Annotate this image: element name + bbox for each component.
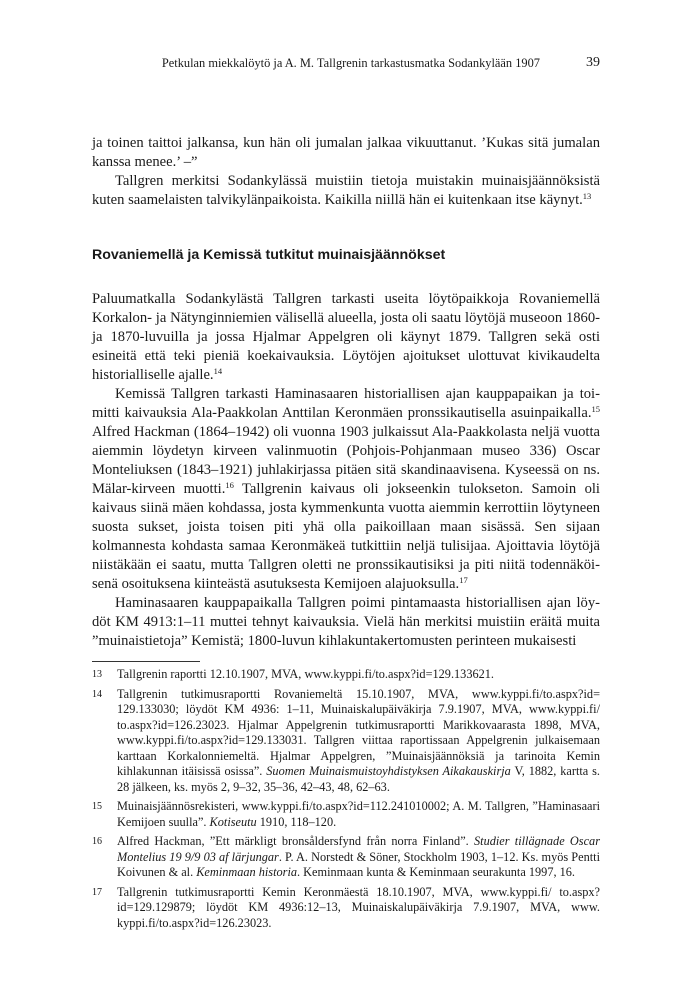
footnote-rule: [92, 661, 200, 662]
paragraph: [92, 172, 600, 210]
footnote-ref: 13: [582, 191, 592, 201]
paragraph: [92, 134, 600, 172]
footnote-text: 1910, 118–120.: [256, 814, 337, 829]
footnote-number: 15: [92, 801, 102, 812]
footnote-italic: Kotiseutu: [209, 814, 257, 829]
footnote-italic: Studier tillägnade Oscar Montelius 19 9/9 03 af lärjungar: [117, 834, 600, 864]
footnote: [92, 885, 600, 932]
footnote-text: Muinaisjäännösrekisteri, www.kyppi.fi/to.aspx?id=112.241010002; A. M. Tallgren, ”Haminasaari Kemijoen suulla”.: [117, 799, 600, 829]
footnote-text: Alfred Hackman, ”Ett märkligt bronsåldersfynd från norra Finland”.: [117, 834, 474, 848]
footnote-italic: Keminmaan historia: [196, 865, 298, 879]
footnote: [92, 799, 600, 830]
footnote-ref: 17: [459, 575, 468, 585]
footnote-number: 16: [92, 836, 102, 847]
body-text: [92, 134, 600, 651]
footnote-text: . P. A. Norstedt & Söner, Stockholm 1903, 1–12. Ks. myös Pentti Koivunen & al.: [117, 849, 600, 879]
paragraph-text: Alfred Hackman (1864–1942) oli vuonna 1903 julkaissut Ala-Paakkolasta neljä vuotta aiemmin löydetyn kirveen valinmuotin (Pohjois-Pohjanmaan museo 336) Oscar Monteliuksen (1843–1921) juhlakirjassa pitäen sitä skandinaavisena. Kyseessä on ns. Mälar-kirveen muotti.: [92, 424, 600, 497]
paragraph: [92, 290, 600, 385]
paragraph-text: Tallgren merkitsi Sodankylässä muistiin tietoja muistakin muinaisjäännöksistä kuten saamelaisten talvikylänpaikoista. Kaikilla niillä hän ei kuitenkaan itse käynyt.: [92, 173, 600, 208]
paragraph: [92, 385, 600, 594]
footnote-number: 17: [92, 886, 102, 898]
page-number: 39: [586, 55, 600, 70]
footnotes: [92, 667, 600, 935]
footnote-number: 13: [92, 669, 102, 680]
paragraph-text: Haminasaaren kauppapaikalla Tallgren poimi pintamaasta historiallisen ajan löydöt KM 4913:1–11 muttei tehnyt kaivauksia. Vielä hän merkitsi muistiin eräitä muita ”muinaistietoja” Kemistä; 1800-luvun kihlakuntakertomusten perinteen mukaisesti: [92, 595, 600, 649]
footnote: [92, 667, 600, 683]
footnote: [92, 687, 600, 796]
footnote-ref: 14: [213, 366, 223, 376]
footnote-text: Tallgrenin tutkimusraportti Kemin Keronmäestä 18.10.1907, MVA, www.kyppi.fi/ to.aspx?id=129.129879; löydöt KM 4936:12–13, Muinaiskalupäiväkirja 7.9.1907, MVA, www. kyppi.fi/to.aspx?id=126.23023.: [117, 884, 600, 930]
footnote-italic: Suomen Muinaismuistoyhdistyksen Aikakauskirja: [266, 764, 511, 778]
footnote-text: V, 1882, kartta s. 28 jälkeen, ks. myös 2, 9–32, 35–36, 42–43, 48, 62–63.: [117, 764, 600, 794]
footnote-ref: 15: [591, 404, 600, 414]
footnote-text: Tallgrenin raportti 12.10.1907, MVA, www.kyppi.fi/to.aspx?id=129.133621.: [117, 667, 494, 681]
paragraph-text: Paluumatkalla Sodankylästä Tallgren tarkasti useita löytöpaikkoja Rovaniemellä Korkalon- ja Nätynginniemien välisellä alueella, josta oli saatu löytöjä museoon 1860- ja 1870-luvuilla ja jossa Hjalmar Appelgren oli käynyt 1879. Tallgren sekä osti esineitä että teki pieniä koekaivauksia. Löytöjen ajoitukset ulottuvat kivikaudelta historialliselle ajalle.: [92, 291, 600, 383]
section-heading: Rovaniemellä ja Kemissä tutkitut muinaisjäännökset: [92, 247, 446, 263]
footnote: [92, 834, 600, 881]
footnote-text: Tallgrenin tutkimusraportti Rovaniemeltä 15.10.1907, MVA, www.kyppi.fi/to.aspx?id= 129.133030; löydöt KM 4936: 1–11, Muinaiskalupäiväkirja 7.9.1907, MVA, www.kyppi.fi/ to.aspx?id=126.23023. Hjalmar Appelgrenin tutkimusraportti Marikkovaarasta 1898, MVA, www.kyppi.fi/to.aspx?id=129.133031. Tallgren viittaa raportissaan Appelgrenin julkaisemaan karttaan Korkalonniemeltä. Hjalmar Appelgren, ”Muinaisjäännöksiä ja tarinoita Kemin kihlakunnan itäisissä osissa”.: [117, 686, 600, 778]
footnote-ref: 16: [225, 480, 234, 490]
paragraph-text: ja toinen taittoi jalkansa, kun hän oli jumalan jalkaa vikuuttanut. ’Kukas sitä jumalan kanssa menee.’ –”: [92, 135, 600, 170]
running-title: Petkulan miekkalöytö ja A. M. Tallgrenin tarkastusmatka Sodankylään 1907: [161, 56, 540, 70]
running-head: [92, 56, 600, 72]
paragraph: [92, 594, 600, 651]
paragraph-text: Tallgrenin kaivaus oli jokseenkin tulokseton. Samoin oli kaivaus siinä mäen kohdassa, josta kymmenkunta vuotta aiemmin kerrottiin löytyneen suosta sukset, joista toisen piti yhä olla paikoillaan maan sisässä. Sen sijaan kolmannesta kohdasta samaa Keronmäkeä tutkittiin neljä tulisijaa. Ajoittavia löytöjä niistäkään ei saatu, mutta Tallgren oletti ne pronssikautisiksi ja piti niitä todennäköisenä osoituksena kiinteästä asutuksesta Kemijoen alajuoksulla.: [92, 481, 600, 592]
footnote-number: 14: [92, 688, 102, 700]
paragraph-text: Kemissä Tallgren tarkasti Haminasaaren historiallisen ajan kauppapaikan ja toimitti kaivauksia Ala-Paakkolan Anttilan Keronmäen pronssikautisella asuinpaikalla.: [92, 386, 600, 421]
footnote-text: . Keminmaan kunta & Keminmaan seurakunta 1997, 16.: [297, 865, 575, 879]
